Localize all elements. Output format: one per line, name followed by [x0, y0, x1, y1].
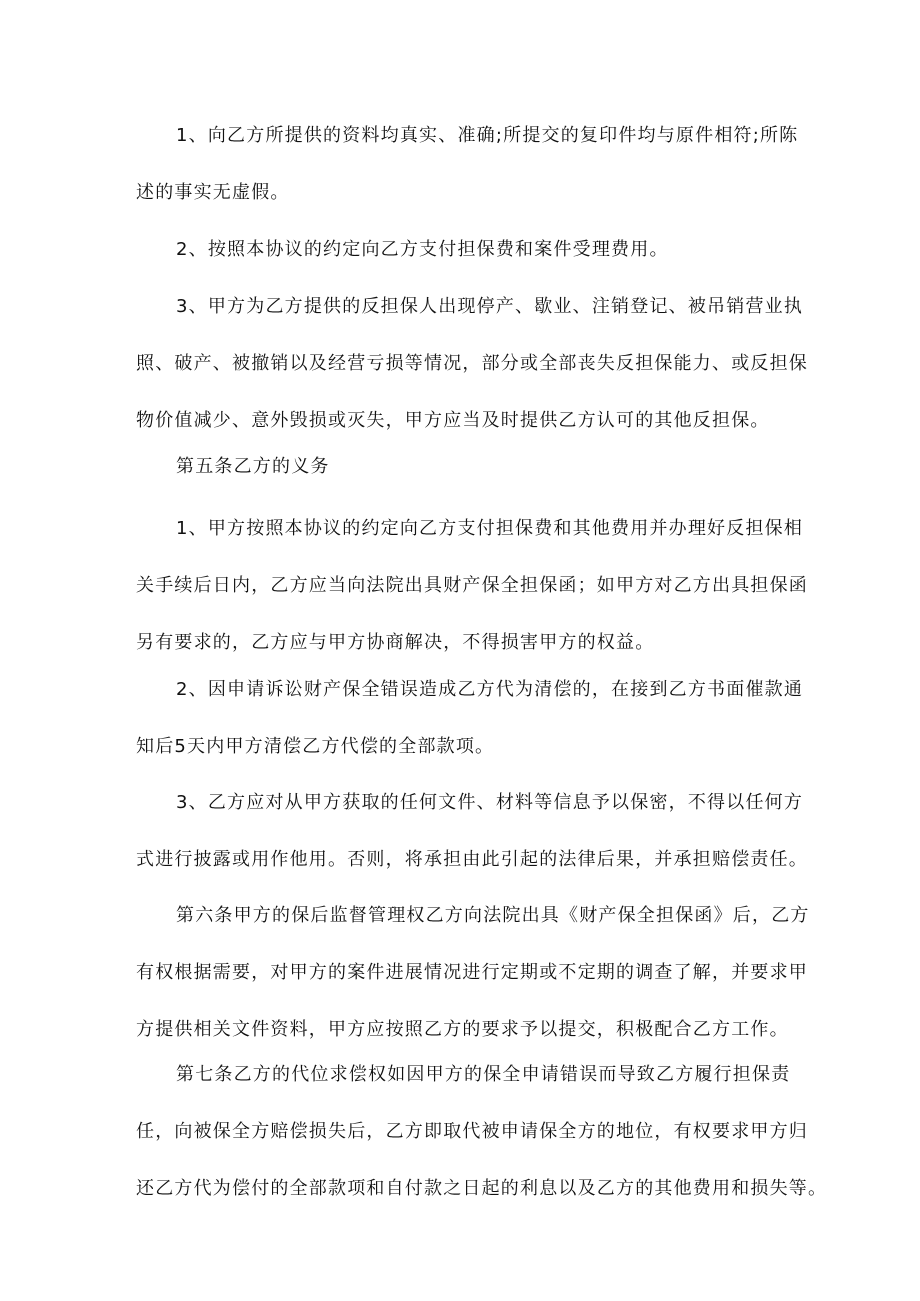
text-line: 任，向被保全方赔偿损失后，乙方即取代被申请保全方的地位，有权要求甲方归 [136, 1121, 808, 1142]
paragraph-obligation-1 [136, 125, 799, 240]
text-line: 2、按照本协议的约定向乙方支付担保费和案件受理费用。 [176, 239, 669, 260]
text-line: 方提供相关文件资料，甲方应按照乙方的要求予以提交，积极配合乙方工作。 [136, 1019, 789, 1040]
paragraph-obligation-3 [136, 296, 808, 468]
text-line: 有权根据需要，对甲方的案件进展情况进行定期或不定期的调查了解，并要求甲 [136, 962, 808, 983]
text-line: 2、因申请诉讼财产保全错误造成乙方代为清偿的，在接到乙方书面催款通 [176, 679, 804, 700]
text-line: 式进行披露或用作他用。否则，将承担由此引起的法律后果，并承担赔偿责任。 [136, 849, 808, 870]
text-line: 3、甲方为乙方提供的反担保人出现停产、歇业、注销登记、被吊销营业执 [176, 296, 804, 317]
paragraph-obligation-2 [136, 240, 796, 297]
paragraph-duty-3 [136, 792, 808, 907]
text-line: 第六条甲方的保后监督管理权乙方向法院出具《财产保全担保函》后，乙方 [176, 905, 810, 926]
text-line: 还乙方代为偿付的全部款项和自付款之日起的利息以及乙方的其他费用和损失等。 [136, 1178, 828, 1199]
text-line: 1、向乙方所提供的资料均真实、准确;所提交的复印件均与原件相符;所陈 [176, 125, 799, 146]
text-line: 知后5天内甲方清偿乙方代偿的全部款项。 [136, 736, 495, 757]
text-line: 述的事实无虚假。 [136, 182, 290, 203]
text-line: 关手续后日内，乙方应当向法院出具财产保全担保函；如甲方对乙方出具担保函 [136, 575, 808, 596]
text-line: 第七条乙方的代位求偿权如因甲方的保全申请错误而导致乙方履行担保责 [176, 1064, 791, 1085]
paragraph-duty-2 [136, 679, 804, 794]
paragraph-article-7 [136, 1064, 828, 1236]
text-line: 1、甲方按照本协议的约定向乙方支付担保费和其他费用并办理好反担保相 [176, 518, 804, 539]
paragraph-article-6 [136, 905, 810, 1077]
paragraph-duty-1 [136, 518, 808, 690]
text-line: 3、乙方应对从甲方获取的任何文件、材料等信息予以保密，不得以任何方 [176, 792, 804, 813]
section-heading-article-5 [136, 457, 796, 514]
section-heading: 第五条乙方的义务 [176, 456, 330, 477]
text-line: 物价值减少、意外毁损或灭失，甲方应当及时提供乙方认可的其他反担保。 [136, 410, 770, 431]
text-line: 照、破产、被撤销以及经营亏损等情况，部分或全部丧失反担保能力、或反担保 [136, 353, 808, 374]
text-line: 另有要求的，乙方应与甲方协商解决，不得损害甲方的权益。 [136, 632, 655, 653]
